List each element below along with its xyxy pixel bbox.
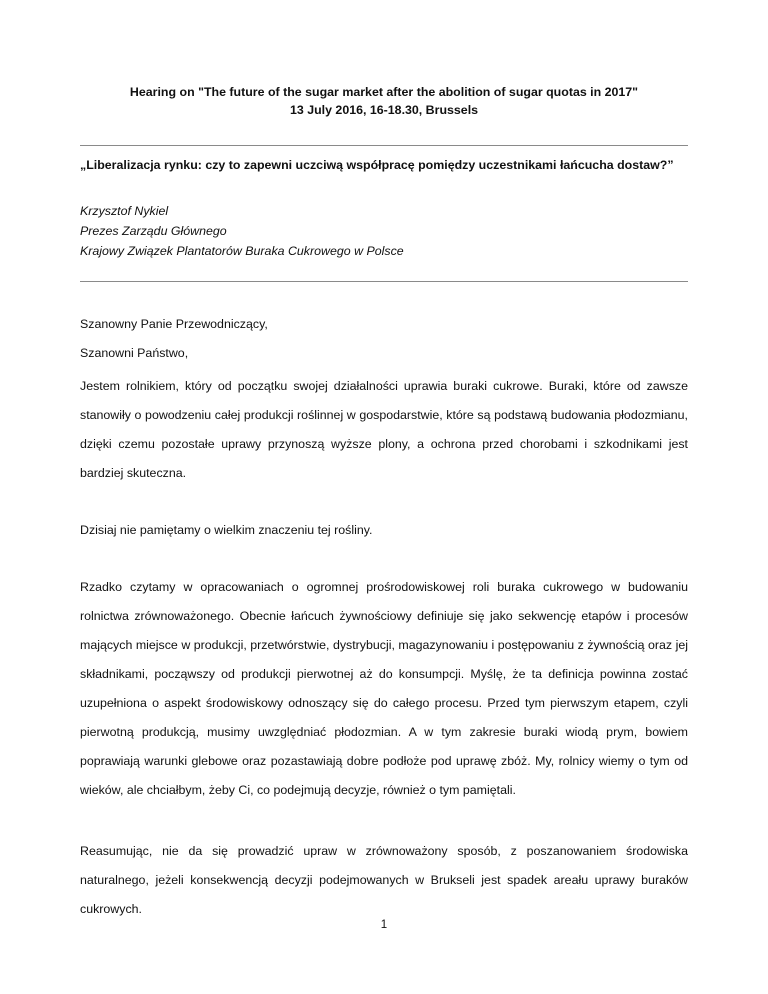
paragraph-2: Dzisiaj nie pamiętamy o wielkim znaczeniu tej rośliny. — [80, 523, 373, 537]
greeting-line-2: Szanowni Państwo, — [80, 346, 189, 360]
author-name: Krzysztof Nykiel — [80, 204, 169, 218]
paragraph-1: Jestem rolnikiem, który od początku swojej działalności uprawia buraki cukrowe. Buraki, które od zawsze stanowiły o powodzeniu całej produkcji roślinnej w gospodarstwie, które są podstawą budowania płodozmianu, dzięki czemu pozostałe uprawy przynoszą wyższe plony, a ochrona przed chorobami i szkodnikami jest bardziej skuteczna. — [80, 379, 688, 480]
bottom-divider — [80, 281, 688, 282]
hearing-title: Hearing on "The future of the sugar market after the abolition of sugar quotas in 2017" — [129, 85, 639, 99]
author-block — [80, 201, 688, 261]
hearing-header — [80, 83, 688, 119]
paragraph-3: Rzadko czytamy w opracowaniach o ogromnej prośrodowiskowej roli buraka cukrowego w budowaniu rolnictwa zrównoważonego. Obecnie łańcuch żywnościowy definiuje się jako sekwencję etapów i procesów mających miejsce w produkcji, przetwórstwie, dystrybucji, magazynowaniu i postępowaniu z żywnością oraz jej składnikami, począwszy od produkcji pierwotnej aż do konsumpcji. Myślę, że ta definicja powinna zostać uzupełniona o aspekt środowiskowy odnoszący się do całego procesu. Przed tym pierwszym etapem, czyli pierwotną produkcją, musimy uwzględniać płodozmian. A w tym zakresie buraki wiodą prym, bowiem poprawiają warunki glebowe oraz pozastawiają dobre podłoże pod uprawę zbóż. My, rolnicy wiemy o tym od wieków, ale chciałbym, żeby Ci, co podejmują decyzje, również o tym pamiętali. — [80, 580, 688, 797]
speech-title: „Liberalizacja rynku: czy to zapewni uczciwą współpracę pomiędzy uczestnikami łańcucha dostaw?” — [80, 158, 674, 172]
page-number: 1 — [380, 919, 388, 931]
paragraph-4: Reasumując, nie da się prowadzić upraw w zrównoważony sposób, z poszanowaniem środowiska naturalnego, jeżeli konsekwencją decyzji podejmowanych w Brukseli jest spadek areału uprawy buraków cukrowych. — [80, 844, 688, 916]
top-divider — [80, 145, 688, 146]
hearing-date-location: 13 July 2016, 16-18.30, Brussels — [289, 103, 479, 117]
author-role: Prezes Zarządu Głównego — [80, 224, 227, 238]
author-organization: Krajowy Związek Plantatorów Buraka Cukrowego w Polsce — [80, 244, 404, 258]
greeting-line-1: Szanowny Panie Przewodniczący, — [80, 317, 268, 331]
